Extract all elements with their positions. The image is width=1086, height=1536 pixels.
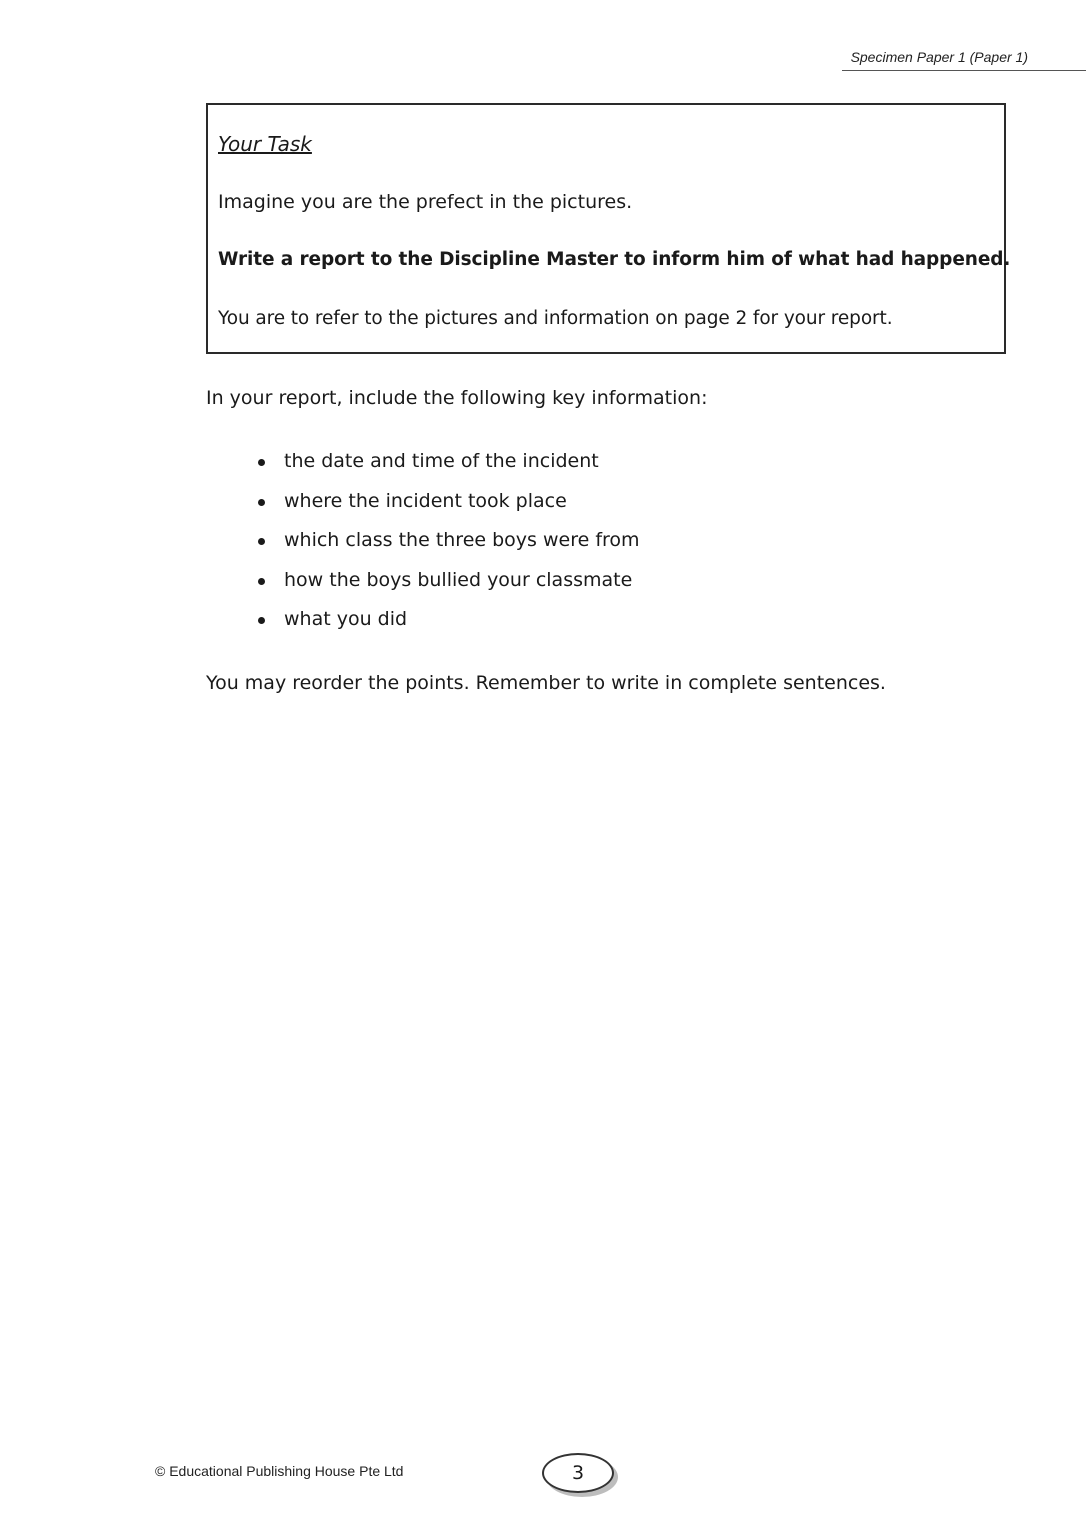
bullet-icon	[258, 578, 265, 585]
bullet-icon	[258, 538, 265, 545]
key-point-item	[256, 569, 640, 609]
page-number: 3	[542, 1453, 614, 1493]
closing-text: You may reorder the points. Remember to write in complete sentences.	[206, 672, 886, 694]
key-point-text: what you did	[284, 608, 408, 630]
key-point-text: how the boys bullied your classmate	[284, 568, 633, 591]
task-instruction-1: Imagine you are the prefect in the pictures.	[218, 191, 633, 213]
intro-text: In your report, include the following key information:	[206, 387, 708, 409]
key-point-item	[256, 450, 640, 490]
page-header	[842, 48, 1086, 71]
key-point-text: where the incident took place	[284, 489, 567, 512]
task-instruction-3: You are to refer to the pictures and information on page 2 for your report.	[218, 308, 893, 329]
key-point-text: the date and time of the incident	[284, 450, 599, 472]
key-point-item	[256, 608, 640, 648]
key-point-item	[256, 529, 640, 569]
task-instruction-2: Write a report to the Discipline Master to inform him of what had happened.	[218, 249, 1011, 270]
page-number-badge	[542, 1453, 618, 1497]
task-title: Your Task	[218, 132, 312, 156]
bullet-icon	[258, 459, 265, 466]
copyright-text: © Educational Publishing House Pte Ltd	[155, 1463, 404, 1479]
bullet-icon	[258, 617, 265, 624]
bullet-icon	[258, 499, 265, 506]
task-box	[206, 103, 1011, 354]
key-point-text: which class the three boys were from	[284, 529, 640, 551]
key-point-item	[256, 490, 640, 530]
key-points-list	[256, 450, 640, 648]
paper-label: Specimen Paper 1 (Paper 1)	[850, 49, 1028, 65]
